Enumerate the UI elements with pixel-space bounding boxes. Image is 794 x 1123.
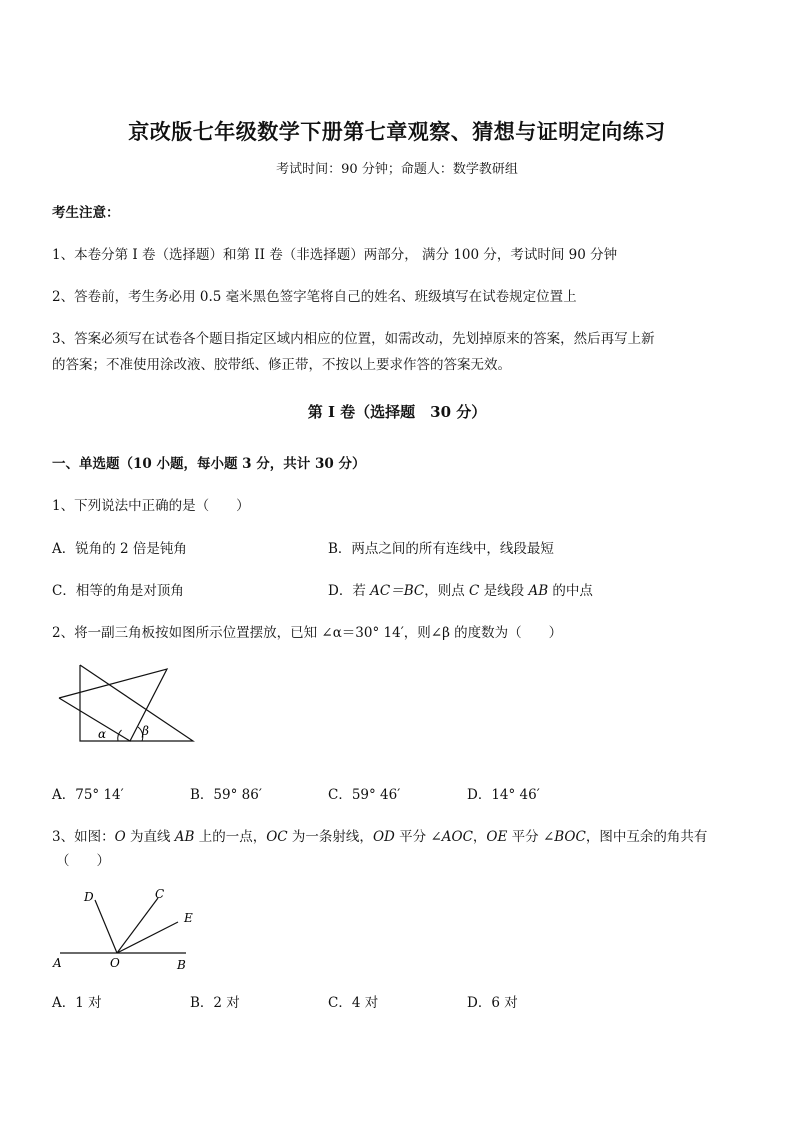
q2-option-a[interactable]: A．75° 14′ bbox=[52, 787, 124, 803]
q3-label-c: C bbox=[155, 887, 165, 901]
q3-label-e: E bbox=[184, 911, 193, 925]
q3-label-a: A bbox=[53, 956, 62, 970]
q3-option-c[interactable]: C．4 对 bbox=[328, 995, 379, 1011]
question-1-stem: 1、下列说法中正确的是（ ） bbox=[52, 498, 250, 514]
notice-item-3-cont: 的答案；不准使用涂改液、胶带纸、修正带，不按以上要求作答的答案无效。 bbox=[52, 357, 511, 373]
q2-triangles-figure bbox=[50, 660, 200, 750]
part-heading: 一、单选题（10 小题，每小题 3 分，共计 30 分） bbox=[52, 456, 366, 472]
q3-stem-part: ， bbox=[472, 829, 487, 845]
q1-option-c[interactable]: C．相等的角是对顶角 bbox=[52, 583, 184, 599]
q2-option-c[interactable]: C．59° 46′ bbox=[328, 787, 401, 803]
q3-stem-part: 3、如图： bbox=[52, 829, 115, 845]
q3-label-o: O bbox=[110, 956, 120, 970]
q1-option-d-point-c: C bbox=[469, 583, 480, 599]
q3-option-d[interactable]: D．6 对 bbox=[467, 995, 518, 1011]
exam-subtitle: 考试时间：90 分钟；命题人：数学教研组 bbox=[276, 162, 518, 177]
q1-option-d-post: 的中点 bbox=[548, 583, 593, 599]
notice-item-3: 3、答案必须写在试卷各个题目指定区域内相应的位置，如需改动，先划掉原来的答案，然后再写上新 bbox=[52, 331, 655, 347]
q1-option-d-mid: ，则点 bbox=[424, 583, 470, 599]
notice-heading: 考生注意： bbox=[52, 205, 120, 221]
q3-angle-boc: ∠BOC bbox=[542, 829, 586, 845]
q3-point-o: O bbox=[114, 829, 126, 845]
q3-stem-part: 平分 bbox=[507, 829, 543, 845]
q3-ray-od-line bbox=[95, 900, 117, 953]
q3-angle-aoc: ∠AOC bbox=[430, 829, 473, 845]
q3-stem-part: 为一条射线， bbox=[287, 829, 373, 845]
q3-ray-od: OD bbox=[372, 829, 395, 845]
q3-label-b: B bbox=[177, 958, 186, 972]
q3-stem-part: 平分 bbox=[394, 829, 431, 845]
q2-beta-label: β bbox=[142, 724, 149, 738]
q3-ray-oe-line bbox=[117, 922, 178, 953]
q3-option-b[interactable]: B．2 对 bbox=[190, 995, 240, 1011]
q3-stem-part: 上的一点， bbox=[194, 829, 267, 845]
q1-option-d-pre: D．若 bbox=[328, 583, 371, 599]
q1-option-d-mid2: 是线段 bbox=[479, 583, 529, 599]
q2-option-b[interactable]: B．59° 86′ bbox=[190, 787, 262, 803]
q2-option-d[interactable]: D．14° 46′ bbox=[467, 787, 540, 803]
section-title: 第 I 卷（选择题 30 分） bbox=[307, 403, 487, 421]
q1-option-b[interactable]: B．两点之间的所有连线中，线段最短 bbox=[328, 541, 554, 557]
question-3-stem-line2: （ ） bbox=[56, 853, 110, 869]
q1-option-d-segment: AB bbox=[528, 583, 549, 599]
q1-option-d[interactable] bbox=[328, 579, 593, 599]
notice-item-1: 1、本卷分第 I 卷（选择题）和第 II 卷（非选择题）两部分， 满分 100 分，考试时间 90 分钟 bbox=[52, 247, 618, 263]
q3-stem-part: ，图中互余的角共有 bbox=[585, 829, 708, 845]
question-3-stem bbox=[52, 825, 707, 845]
page-title: 京改版七年级数学下册第七章观察、猜想与证明定向练习 bbox=[128, 119, 666, 144]
q3-ray-oc-line bbox=[117, 898, 158, 953]
q1-option-a[interactable]: A．锐角的 2 倍是钝角 bbox=[52, 541, 187, 557]
q2-alpha-label: α bbox=[98, 727, 107, 741]
q3-ray-oe: OE bbox=[486, 829, 508, 845]
notice-item-2: 2、答卷前，考生务必用 0.5 毫米黑色签字笔将自己的姓名、班级填写在试卷规定位置上 bbox=[52, 289, 577, 305]
q3-ray-oc: OC bbox=[266, 829, 288, 845]
q1-option-d-equation: AC＝BC bbox=[370, 583, 425, 599]
q3-line-ab: AB bbox=[174, 829, 195, 845]
q2-set-square bbox=[59, 669, 167, 741]
q3-stem-part: 为直线 bbox=[125, 829, 175, 845]
q3-rays-figure bbox=[50, 880, 195, 975]
question-2-stem: 2、将一副三角板按如图所示位置摆放，已知 ∠α＝30° 14′，则∠β 的度数为（ ） bbox=[52, 625, 563, 641]
q3-option-a[interactable]: A．1 对 bbox=[52, 995, 102, 1011]
q3-label-d: D bbox=[84, 890, 94, 904]
